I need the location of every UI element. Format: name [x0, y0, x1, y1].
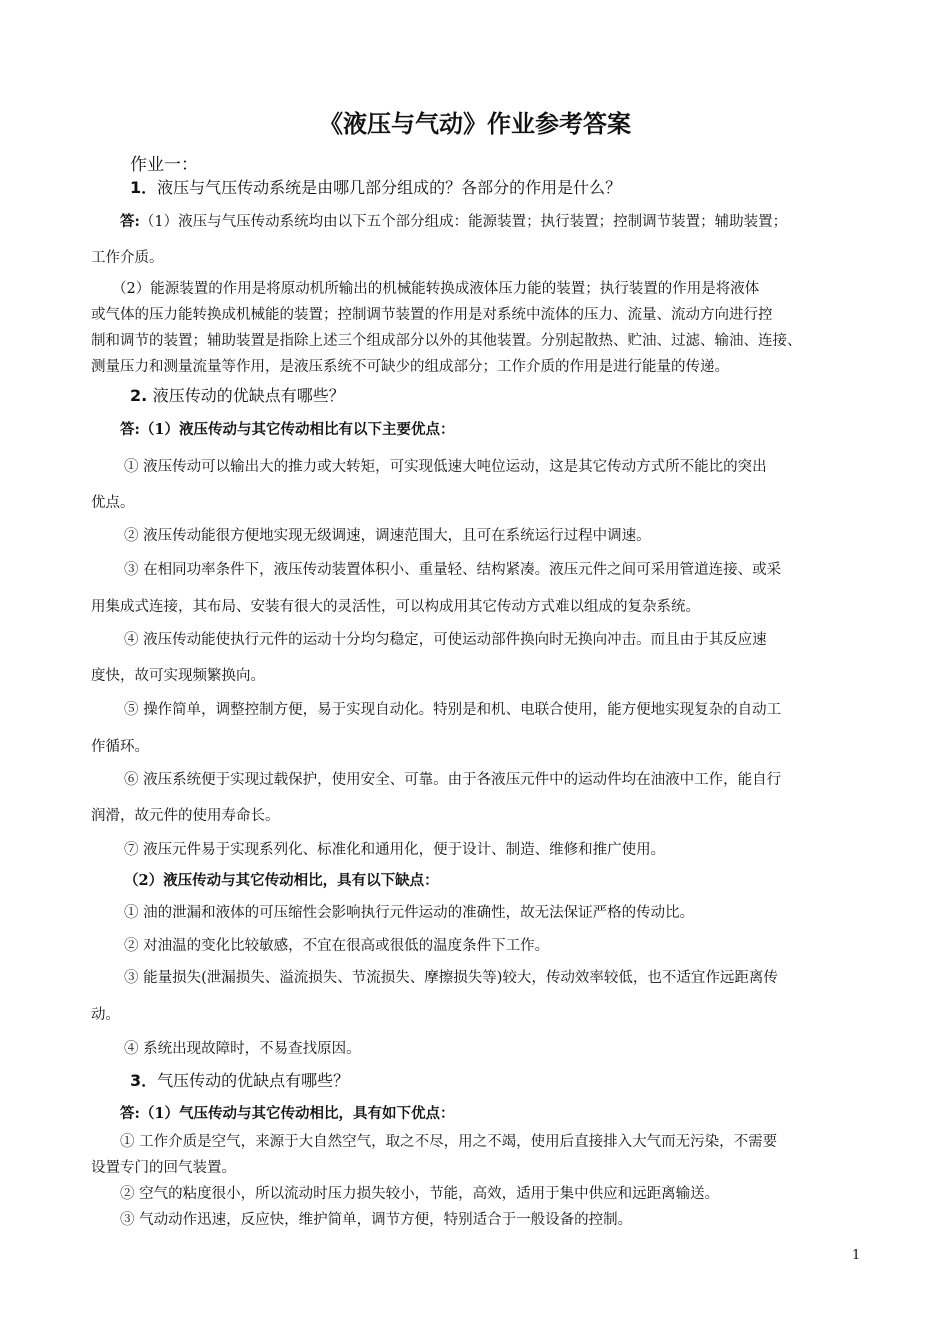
- question-text: 气压传动的优缺点有哪些？: [157, 1071, 350, 1090]
- list-item: ② 对油温的变化比较敏感，不宜在很高或很低的温度条件下工作。: [124, 938, 550, 954]
- question-number: 2.: [130, 386, 153, 405]
- list-item: ③ 在相同功率条件下，液压传动装置体积小、重量轻、结构紧凑。液压元件之间可采用管道连接、或采: [124, 562, 782, 578]
- list-item: ② 液压传动能很方便地实现无级调速，调速范围大，且可在系统运行过程中调速。: [124, 528, 651, 544]
- answer-line: 测量压力和测量流量等作用，是液压系统不可缺少的组成部分；工作介质的作用是进行能量的传递。: [91, 359, 729, 375]
- list-item: ③ 气动动作迅速，反应快，维护简单，调节方便，特别适合于一般设备的控制。: [120, 1212, 633, 1228]
- answer-paragraph: [120, 210, 787, 231]
- answer-line: 或气体的压力能转换成机械能的装置；控制调节装置的作用是对系统中流体的压力、流量、流动方向进行控: [91, 307, 773, 323]
- page-title: 《液压与气动》作业参考答案: [319, 110, 631, 138]
- list-item: ⑦ 液压元件易于实现系列化、标准化和通用化，便于设计、制造、维修和推广使用。: [124, 842, 666, 858]
- homework-heading: 作业一：: [130, 155, 198, 175]
- question-text: 液压传动的优缺点有哪些？: [152, 386, 345, 405]
- list-item-continuation: 润滑，故元件的使用寿命长。: [91, 808, 280, 824]
- answer-line: （2）能源装置的作用是将原动机所输出的机械能转换成液体压力能的装置；执行装置的作用是将液体: [112, 281, 760, 297]
- answer-line: 工作介质。: [91, 250, 164, 266]
- advantages-heading: 答:（1）气压传动与其它传动相比，具有如下优点：: [120, 1105, 455, 1122]
- answer-label: 答:: [120, 213, 140, 230]
- question-2: [130, 383, 345, 406]
- page-number: 1: [852, 1248, 861, 1263]
- answer-line: 制和调节的装置；辅助装置是指除上述三个组成部分以外的其他装置。分别起散热、贮油、过滤、输油、连接、: [91, 333, 802, 349]
- list-item: ④ 液压传动能使执行元件的运动十分均匀稳定，可使运动部件换向时无换向冲击。而且由于其反应速: [124, 632, 767, 648]
- list-item-continuation: 作循环。: [91, 739, 149, 755]
- advantages-heading: 答:（1）液压传动与其它传动相比有以下主要优点：: [120, 421, 455, 438]
- list-item-continuation: 优点。: [91, 495, 135, 511]
- list-item: ① 液压传动可以输出大的推力或大转矩，可实现低速大吨位运动，这是其它传动方式所不能比的突出: [124, 459, 767, 475]
- list-item: ② 空气的粘度很小，所以流动时压力损失较小，节能，高效，适用于集中供应和远距离输送。: [120, 1186, 720, 1202]
- list-item-continuation: 动。: [91, 1007, 120, 1023]
- list-item: ③ 能量损失(泄漏损失、溢流损失、节流损失、摩擦损失等)较大，传动效率较低，也不适宜作远距离传: [124, 970, 778, 986]
- list-item: ① 油的泄漏和液体的可压缩性会影响执行元件运动的准确性，故无法保证严格的传动比。: [124, 905, 695, 921]
- list-item: ① 工作介质是空气，来源于大自然空气，取之不尽，用之不竭，使用后直接排入大气而无污染，不需要: [120, 1134, 778, 1150]
- list-item: ⑤ 操作简单，调整控制方便，易于实现自动化。特别是和机、电联合使用，能方便地实现复杂的自动工: [124, 702, 782, 718]
- list-item-continuation: 度快，故可实现频繁换向。: [91, 668, 265, 684]
- list-item: ⑥ 液压系统便于实现过载保护，使用安全、可靠。由于各液压元件中的运动件均在油液中工作，能自行: [124, 772, 782, 788]
- disadvantages-heading: （2）液压传动与其它传动相比，具有以下缺点：: [124, 872, 439, 889]
- question-number: 3．: [130, 1071, 158, 1090]
- list-item-continuation: 用集成式连接，其布局、安装有很大的灵活性，可以构成用其它传动方式难以组成的复杂系统。: [91, 599, 700, 615]
- question-3: [130, 1068, 349, 1091]
- question-number: 1．: [130, 178, 158, 197]
- list-item: ④ 系统出现故障时，不易查找原因。: [124, 1041, 361, 1057]
- list-item-continuation: 设置专门的回气装置。: [91, 1160, 236, 1176]
- question-text: 液压与气压传动系统是由哪几部分组成的？各部分的作用是什么？: [157, 178, 622, 197]
- answer-line: （1）液压与气压传动系统均由以下五个部分组成：能源装置；执行装置；控制调节装置；辅助装置；: [139, 214, 788, 230]
- question-1: [130, 175, 621, 198]
